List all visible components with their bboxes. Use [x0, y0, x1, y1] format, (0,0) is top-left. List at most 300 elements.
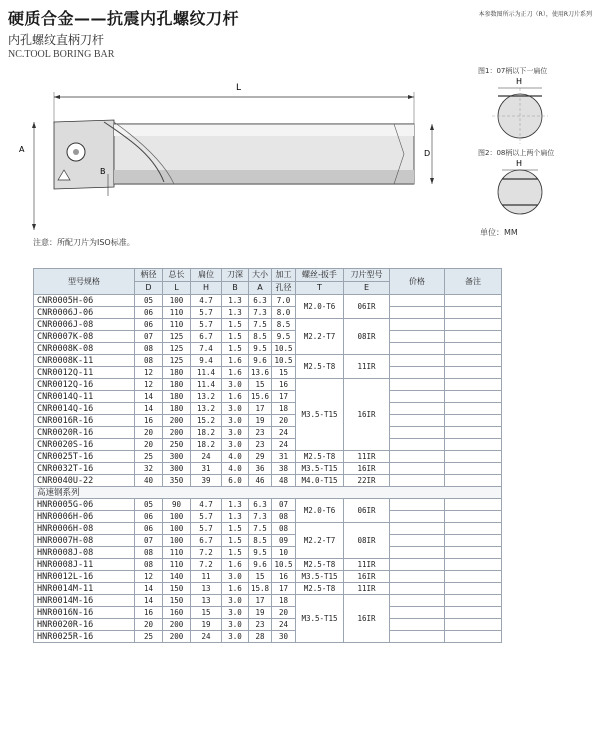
l-cell: 125	[163, 331, 191, 343]
bore-cell: 48	[272, 475, 296, 487]
model-cell: CNR0006J-08	[34, 319, 135, 331]
h-cell: 19	[191, 619, 222, 631]
remark-cell	[445, 355, 502, 367]
model-cell: CNR0008K-11	[34, 355, 135, 367]
price-cell	[390, 319, 445, 331]
a-cell: 9.6	[249, 559, 272, 571]
price-cell	[390, 463, 445, 475]
b-cell: 3.0	[222, 427, 249, 439]
sub-d: D	[135, 282, 163, 295]
b-cell: 1.5	[222, 343, 249, 355]
table-row	[34, 583, 502, 595]
b-cell: 1.3	[222, 499, 249, 511]
l-cell: 125	[163, 355, 191, 367]
insert-cell: 11IR	[344, 559, 390, 571]
price-cell	[390, 607, 445, 619]
dim-d-label: D	[424, 149, 431, 158]
bore-cell: 8.0	[272, 307, 296, 319]
price-cell	[390, 439, 445, 451]
remark-cell	[445, 559, 502, 571]
l-cell: 90	[163, 499, 191, 511]
table-row	[34, 451, 502, 463]
d-cell: 08	[135, 547, 163, 559]
d-cell: 08	[135, 559, 163, 571]
dim-h2-label: H	[516, 159, 523, 168]
remark-cell	[445, 403, 502, 415]
col-h: 扁位	[191, 269, 222, 282]
bore-cell: 17	[272, 391, 296, 403]
bore-cell: 15	[272, 367, 296, 379]
bore-cell: 18	[272, 595, 296, 607]
d-cell: 12	[135, 379, 163, 391]
b-cell: 3.0	[222, 439, 249, 451]
h-cell: 18.2	[191, 427, 222, 439]
header-row-1	[34, 269, 502, 282]
table-row	[34, 559, 502, 571]
d-cell: 14	[135, 583, 163, 595]
d-cell: 32	[135, 463, 163, 475]
model-cell: HNR0006H-08	[34, 523, 135, 535]
remark-cell	[445, 523, 502, 535]
model-cell: CNR0014Q-16	[34, 403, 135, 415]
page-title: 硬质合金——抗震内孔螺纹刀杆	[8, 9, 240, 28]
price-cell	[390, 631, 445, 643]
bore-cell: 10	[272, 547, 296, 559]
price-cell	[390, 583, 445, 595]
l-cell: 150	[163, 583, 191, 595]
a-cell: 9.5	[249, 343, 272, 355]
col-b: 刀深	[222, 269, 249, 282]
l-cell: 250	[163, 439, 191, 451]
d-cell: 20	[135, 427, 163, 439]
price-cell	[390, 403, 445, 415]
model-cell: HNR0006H-06	[34, 511, 135, 523]
d-cell: 25	[135, 631, 163, 643]
sub-bore: 孔径	[272, 282, 296, 295]
price-cell	[390, 307, 445, 319]
b-cell: 3.0	[222, 571, 249, 583]
dim-a-label: A	[19, 145, 25, 154]
a-cell: 9.6	[249, 355, 272, 367]
dim-b-label: B	[100, 167, 106, 176]
d-cell: 14	[135, 403, 163, 415]
sub-a: A	[249, 282, 272, 295]
table-row	[34, 295, 502, 307]
price-cell	[390, 295, 445, 307]
table-row	[34, 319, 502, 331]
table-row	[34, 307, 502, 319]
l-cell: 110	[163, 307, 191, 319]
h-cell: 24	[191, 631, 222, 643]
b-cell: 1.5	[222, 535, 249, 547]
fig2-label: 图2：08柄以上两个扁位	[478, 149, 555, 157]
arrow-left-icon	[54, 95, 60, 99]
model-cell: HNR0005G-06	[34, 499, 135, 511]
insert-cell: 16IR	[344, 571, 390, 583]
dim-h1-label: H	[516, 77, 523, 86]
table-row	[34, 475, 502, 487]
table-row	[34, 523, 502, 535]
h-cell: 4.7	[191, 499, 222, 511]
h-cell: 24	[191, 451, 222, 463]
l-cell: 200	[163, 631, 191, 643]
l-cell: 100	[163, 535, 191, 547]
a-cell: 15	[249, 379, 272, 391]
b-cell: 3.0	[222, 379, 249, 391]
h-cell: 18.2	[191, 439, 222, 451]
a-cell: 6.3	[249, 499, 272, 511]
h-cell: 7.4	[191, 343, 222, 355]
table-row	[34, 355, 502, 367]
remark-cell	[445, 307, 502, 319]
d-cell: 08	[135, 343, 163, 355]
a-cell: 36	[249, 463, 272, 475]
table-row	[34, 427, 502, 439]
bore-cell: 18	[272, 403, 296, 415]
a-cell: 6.3	[249, 295, 272, 307]
d-cell: 12	[135, 367, 163, 379]
d-cell: 20	[135, 619, 163, 631]
b-cell: 1.6	[222, 583, 249, 595]
remark-cell	[445, 391, 502, 403]
insert-cell: 16IR	[344, 379, 390, 451]
arrow-right-icon	[408, 95, 414, 99]
h-cell: 4.7	[191, 295, 222, 307]
a-cell: 7.3	[249, 307, 272, 319]
l-cell: 350	[163, 475, 191, 487]
h-cell: 5.7	[191, 319, 222, 331]
table-row	[34, 391, 502, 403]
price-cell	[390, 511, 445, 523]
bore-cell: 9.5	[272, 331, 296, 343]
d-cell: 06	[135, 523, 163, 535]
d-cell: 16	[135, 415, 163, 427]
table-row	[34, 439, 502, 451]
remark-cell	[445, 343, 502, 355]
bore-cell: 7.0	[272, 295, 296, 307]
a-cell: 19	[249, 607, 272, 619]
d-cell: 20	[135, 439, 163, 451]
b-cell: 1.6	[222, 367, 249, 379]
h-cell: 5.7	[191, 511, 222, 523]
l-cell: 125	[163, 343, 191, 355]
h-cell: 13	[191, 595, 222, 607]
price-cell	[390, 619, 445, 631]
screw-cell: M2.5-T8	[296, 559, 344, 571]
model-cell: CNR0012Q-11	[34, 367, 135, 379]
bore-cell: 24	[272, 439, 296, 451]
l-cell: 110	[163, 559, 191, 571]
col-l: 总长	[163, 269, 191, 282]
d-cell: 40	[135, 475, 163, 487]
l-cell: 110	[163, 319, 191, 331]
l-cell: 140	[163, 571, 191, 583]
l-cell: 180	[163, 403, 191, 415]
h-cell: 7.2	[191, 547, 222, 559]
unit-label: 单位：MM	[480, 228, 518, 237]
table-row	[34, 367, 502, 379]
price-cell	[390, 343, 445, 355]
h-cell: 13.2	[191, 403, 222, 415]
screw-cell: M3.5-T15	[296, 463, 344, 475]
bore-cell: 20	[272, 415, 296, 427]
remark-cell	[445, 415, 502, 427]
col-t: 螺丝-扳手	[296, 269, 344, 282]
price-cell	[390, 427, 445, 439]
b-cell: 3.0	[222, 631, 249, 643]
h-cell: 5.7	[191, 307, 222, 319]
d-cell: 06	[135, 319, 163, 331]
bore-cell: 24	[272, 427, 296, 439]
b-cell: 4.0	[222, 463, 249, 475]
d-cell: 06	[135, 307, 163, 319]
bore-cell: 8.5	[272, 319, 296, 331]
price-cell	[390, 475, 445, 487]
b-cell: 1.3	[222, 295, 249, 307]
l-cell: 200	[163, 619, 191, 631]
h-cell: 15	[191, 607, 222, 619]
l-cell: 200	[163, 427, 191, 439]
model-cell: CNR0008K-08	[34, 343, 135, 355]
d-cell: 07	[135, 535, 163, 547]
remark-cell	[445, 319, 502, 331]
screw-cell: M4.0-T15	[296, 475, 344, 487]
sub-h: H	[191, 282, 222, 295]
remark-cell	[445, 499, 502, 511]
screw-cell: M2.0-T6	[296, 295, 344, 319]
a-cell: 15	[249, 571, 272, 583]
screw-cell: M2.2-T7	[296, 523, 344, 559]
h-cell: 39	[191, 475, 222, 487]
h-cell: 15.2	[191, 415, 222, 427]
remark-cell	[445, 463, 502, 475]
insert-cell: 11IR	[344, 355, 390, 379]
table-row	[34, 379, 502, 391]
price-cell	[390, 535, 445, 547]
insert-cell: 11IR	[344, 583, 390, 595]
remark-cell	[445, 331, 502, 343]
b-cell: 3.0	[222, 595, 249, 607]
table-row	[34, 331, 502, 343]
bore-cell: 17	[272, 583, 296, 595]
b-cell: 1.5	[222, 523, 249, 535]
l-cell: 100	[163, 295, 191, 307]
insert-cell: 16IR	[344, 595, 390, 643]
model-cell: HNR0007H-08	[34, 535, 135, 547]
b-cell: 1.5	[222, 319, 249, 331]
a-cell: 28	[249, 631, 272, 643]
a-cell: 29	[249, 451, 272, 463]
b-cell: 6.0	[222, 475, 249, 487]
l-cell: 300	[163, 463, 191, 475]
col-model: 型号规格	[34, 269, 135, 295]
section-label: 高速钢系列	[34, 487, 502, 499]
bore-cell: 10.5	[272, 343, 296, 355]
a-cell: 8.5	[249, 535, 272, 547]
b-cell: 1.3	[222, 511, 249, 523]
price-cell	[390, 367, 445, 379]
table-row	[34, 547, 502, 559]
h-cell: 13.2	[191, 391, 222, 403]
remark-cell	[445, 427, 502, 439]
remark-cell	[445, 595, 502, 607]
table-row	[34, 343, 502, 355]
b-cell: 1.5	[222, 547, 249, 559]
price-cell	[390, 571, 445, 583]
a-cell: 46	[249, 475, 272, 487]
insert-cell: 22IR	[344, 475, 390, 487]
remark-cell	[445, 511, 502, 523]
model-cell: CNR0012Q-16	[34, 379, 135, 391]
table-row	[34, 403, 502, 415]
remark-cell	[445, 631, 502, 643]
model-cell: CNR0025T-16	[34, 451, 135, 463]
a-cell: 17	[249, 403, 272, 415]
bore-cell: 07	[272, 499, 296, 511]
sub-t: T	[296, 282, 344, 295]
remark-cell	[445, 295, 502, 307]
insert-cell: 08IR	[344, 319, 390, 355]
l-cell: 150	[163, 595, 191, 607]
l-cell: 180	[163, 379, 191, 391]
b-cell: 1.5	[222, 331, 249, 343]
model-cell: CNR0006J-06	[34, 307, 135, 319]
bore-cell: 10.5	[272, 355, 296, 367]
section-fig2	[498, 170, 542, 214]
model-cell: HNR0008J-11	[34, 559, 135, 571]
h-cell: 6.7	[191, 535, 222, 547]
screw-cell: M3.5-T15	[296, 595, 344, 643]
table-row	[34, 535, 502, 547]
price-cell	[390, 547, 445, 559]
d-cell: 08	[135, 355, 163, 367]
b-cell: 1.6	[222, 391, 249, 403]
table-row	[34, 619, 502, 631]
table-row	[34, 571, 502, 583]
price-cell	[390, 331, 445, 343]
b-cell: 1.6	[222, 559, 249, 571]
sub-b: B	[222, 282, 249, 295]
remark-cell	[445, 379, 502, 391]
table-row	[34, 595, 502, 607]
model-cell: CNR0016R-16	[34, 415, 135, 427]
a-cell: 8.5	[249, 331, 272, 343]
insert-cell: 11IR	[344, 451, 390, 463]
top-note: 本参数图所示为正刀（R），使用R刀片系列	[478, 11, 592, 18]
h-cell: 11.4	[191, 367, 222, 379]
model-cell: CNR0014Q-11	[34, 391, 135, 403]
l-cell: 110	[163, 547, 191, 559]
model-cell: CNR0020S-16	[34, 439, 135, 451]
remark-cell	[445, 439, 502, 451]
table-row	[34, 463, 502, 475]
bore-cell: 24	[272, 619, 296, 631]
insert-cell: 16IR	[344, 463, 390, 475]
price-cell	[390, 499, 445, 511]
screw-cell: M2.5-T8	[296, 451, 344, 463]
table-row	[34, 607, 502, 619]
insert-cell: 08IR	[344, 523, 390, 559]
remark-cell	[445, 571, 502, 583]
model-cell: CNR0032T-16	[34, 463, 135, 475]
screw-cell: M3.5-T15	[296, 379, 344, 451]
remark-cell	[445, 583, 502, 595]
d-cell: 06	[135, 511, 163, 523]
h-cell: 7.2	[191, 559, 222, 571]
price-cell	[390, 523, 445, 535]
h-cell: 11	[191, 571, 222, 583]
col-d: 柄径	[135, 269, 163, 282]
b-cell: 3.0	[222, 403, 249, 415]
a-cell: 17	[249, 595, 272, 607]
screw-cell: M2.0-T6	[296, 499, 344, 523]
bore-cell: 16	[272, 571, 296, 583]
a-cell: 7.5	[249, 319, 272, 331]
price-cell	[390, 415, 445, 427]
a-cell: 23	[249, 439, 272, 451]
price-cell	[390, 559, 445, 571]
iso-note: 注意：所配刀片为ISO标准。	[33, 238, 135, 247]
insert-cell: 06IR	[344, 295, 390, 319]
b-cell: 3.0	[222, 415, 249, 427]
d-cell: 16	[135, 607, 163, 619]
b-cell: 3.0	[222, 619, 249, 631]
bore-cell: 31	[272, 451, 296, 463]
h-cell: 11.4	[191, 379, 222, 391]
a-cell: 13.6	[249, 367, 272, 379]
l-cell: 100	[163, 523, 191, 535]
bore-cell: 10.5	[272, 559, 296, 571]
h-cell: 9.4	[191, 355, 222, 367]
bore-cell: 38	[272, 463, 296, 475]
remark-cell	[445, 535, 502, 547]
screw-cell: M2.5-T8	[296, 583, 344, 595]
l-cell: 300	[163, 451, 191, 463]
col-a: 大小	[249, 269, 272, 282]
a-cell: 15.8	[249, 583, 272, 595]
model-cell: HNR0012L-16	[34, 571, 135, 583]
h-cell: 5.7	[191, 523, 222, 535]
a-cell: 9.5	[249, 547, 272, 559]
a-cell: 7.3	[249, 511, 272, 523]
model-cell: HNR0016N-16	[34, 607, 135, 619]
price-cell	[390, 451, 445, 463]
a-cell: 23	[249, 427, 272, 439]
l-cell: 180	[163, 391, 191, 403]
table-row	[34, 499, 502, 511]
h-cell: 13	[191, 583, 222, 595]
remark-cell	[445, 451, 502, 463]
model-cell: HNR0014M-16	[34, 595, 135, 607]
remark-cell	[445, 547, 502, 559]
sub-l: L	[163, 282, 191, 295]
d-cell: 05	[135, 295, 163, 307]
english-title: NC.TOOL BORING BAR	[8, 49, 115, 60]
bore-cell: 08	[272, 511, 296, 523]
section-row	[34, 487, 502, 499]
l-cell: 200	[163, 415, 191, 427]
a-cell: 19	[249, 415, 272, 427]
l-cell: 100	[163, 511, 191, 523]
a-cell: 23	[249, 619, 272, 631]
sub-e: E	[344, 282, 390, 295]
b-cell: 4.0	[222, 451, 249, 463]
remark-cell	[445, 607, 502, 619]
b-cell: 1.3	[222, 307, 249, 319]
bore-cell: 08	[272, 523, 296, 535]
model-cell: CNR0005H-06	[34, 295, 135, 307]
fig1-label: 图1：07柄以下一扁位	[478, 67, 548, 75]
